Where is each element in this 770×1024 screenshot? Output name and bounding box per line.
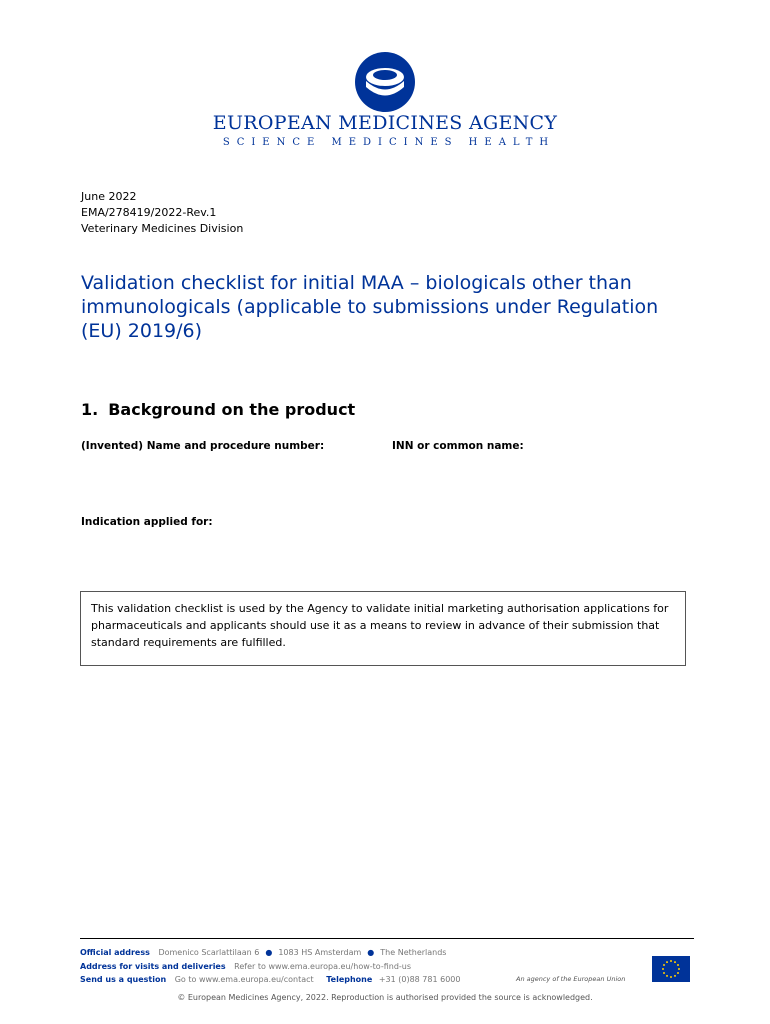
document-date: June 2022 [81, 190, 137, 203]
footer-visits [80, 962, 411, 971]
section-number: 1. [81, 400, 99, 419]
question-label: Send us a question [80, 975, 167, 984]
footer-official-address [80, 948, 446, 957]
address-country: The Netherlands [380, 948, 447, 957]
document-reference: EMA/278419/2022-Rev.1 [81, 206, 217, 219]
visits-label: Address for visits and deliveries [80, 962, 226, 971]
agency-tagline: SCIENCE MEDICINES HEALTH [222, 137, 556, 148]
address-street: Domenico Scarlattilaan 6 [158, 948, 260, 957]
footer-contact [80, 975, 460, 984]
document-division: Veterinary Medicines Division [81, 222, 244, 235]
bullet-icon: ● [265, 948, 273, 957]
notice-box [80, 591, 686, 666]
ema-emblem-icon [353, 50, 417, 114]
document-title: Validation checklist for initial MAA – biologicals other than immunologicals (applicable to submissions under Regulation (EU) 2019/6) [81, 272, 659, 342]
bullet-icon: ● [367, 948, 375, 957]
section-heading [81, 400, 355, 419]
telephone-value: +31 (0)88 781 6000 [378, 975, 461, 984]
address-city: 1083 HS Amsterdam [278, 948, 362, 957]
indication-label: Indication applied for: [81, 516, 213, 528]
document-meta [81, 189, 243, 237]
footer-divider [80, 938, 694, 939]
notice-text: This validation checklist is used by the Agency to validate initial marketing authorisation applications for pharmaceuticals and applicants should use it as a means to review in advance of their submission that standard requirements are fulfilled. [91, 602, 669, 649]
visits-link[interactable]: Refer to www.ema.europa.eu/how-to-find-us [234, 962, 412, 971]
name-procedure-label: (Invented) Name and procedure number: [81, 440, 325, 452]
eu-flag-icon [652, 956, 690, 986]
ema-logo [0, 50, 770, 114]
copyright-notice: © European Medicines Agency, 2022. Reproduction is authorised provided the source is acknowledged. [177, 993, 593, 1002]
section-title: Background on the product [108, 400, 356, 419]
agency-name: EUROPEAN MEDICINES AGENCY [212, 112, 558, 134]
inn-label: INN or common name: [392, 440, 524, 452]
telephone-label: Telephone [326, 975, 373, 984]
eu-agency-note: An agency of the European Union [516, 975, 626, 983]
official-address-label: Official address [80, 948, 150, 957]
question-link[interactable]: Go to www.ema.europa.eu/contact [174, 975, 314, 984]
